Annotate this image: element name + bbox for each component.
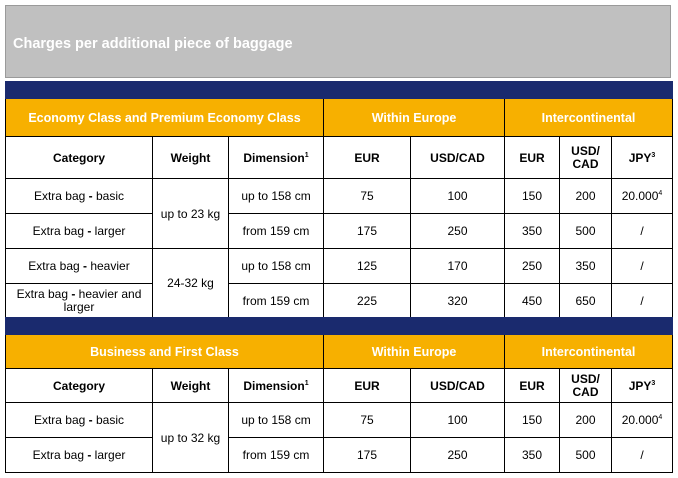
ic-usd-cell: 650 <box>560 284 612 318</box>
weight-cell: up to 32 kg <box>153 403 229 473</box>
table-row <box>6 438 673 473</box>
col-header-dimension: Dimension$^1$ <box>229 369 324 403</box>
col-header-eur: EUR <box>324 137 411 179</box>
dimension-cell: from 159 cm <box>229 284 324 318</box>
eu-usd-cell: 100 <box>411 403 505 438</box>
weight-cell: up to 23 kg <box>153 179 229 249</box>
category-cell: Extra bag - heavier <box>6 249 153 284</box>
table-row <box>6 403 673 438</box>
page-title: Charges per additional piece of baggage <box>13 36 293 52</box>
category-cell: Extra bag - heavier and larger <box>6 284 153 318</box>
economy-fees-table <box>5 81 673 318</box>
eu-usd-cell: 320 <box>411 284 505 318</box>
region-header-europe: Within Europe <box>324 335 505 369</box>
col-header-eur: EUR <box>324 369 411 403</box>
eu-eur-cell: 175 <box>324 438 411 473</box>
col-header-usd-cad: USD/ CAD <box>560 369 612 403</box>
category-cell: Extra bag - larger <box>6 438 153 473</box>
table-row <box>6 179 673 214</box>
dimension-cell: up to 158 cm <box>229 179 324 214</box>
business-fees-table <box>5 317 673 473</box>
table-row <box>6 284 673 318</box>
ic-usd-cell: 500 <box>560 438 612 473</box>
eu-usd-cell: 250 <box>411 214 505 249</box>
region-header-europe: Within Europe <box>324 99 505 137</box>
ic-eur-cell: 250 <box>505 249 560 284</box>
col-header-dimension: Dimension$^1$ <box>229 137 324 179</box>
region-header-intercontinental: Intercontinental <box>505 99 673 137</box>
jpy-cell: / <box>612 438 673 473</box>
ic-eur-cell: 150 <box>505 179 560 214</box>
dimension-cell: up to 158 cm <box>229 403 324 438</box>
col-header-jpy: JPY$^3$ <box>612 137 673 179</box>
class-header-business: Business and First Class <box>6 335 324 369</box>
class-header-economy: Economy Class and Premium Economy Class <box>6 99 324 137</box>
eu-usd-cell: 170 <box>411 249 505 284</box>
weight-cell: 24-32 kg <box>153 249 229 318</box>
ic-eur-cell: 450 <box>505 284 560 318</box>
col-header-eur: EUR <box>505 369 560 403</box>
category-cell: Extra bag - basic <box>6 403 153 438</box>
col-header-weight: Weight <box>153 369 229 403</box>
eu-eur-cell: 125 <box>324 249 411 284</box>
ic-eur-cell: 350 <box>505 214 560 249</box>
eu-eur-cell: 175 <box>324 214 411 249</box>
ic-eur-cell: 350 <box>505 438 560 473</box>
table-row <box>6 214 673 249</box>
jpy-cell: 20.000$^4$ <box>612 179 673 214</box>
col-header-usd-cad: USD/CAD <box>411 137 505 179</box>
table-row <box>6 249 673 284</box>
col-header-eur: EUR <box>505 137 560 179</box>
dimension-cell: from 159 cm <box>229 438 324 473</box>
ic-eur-cell: 150 <box>505 403 560 438</box>
title-bar <box>5 5 671 78</box>
col-header-usd-cad: USD/CAD <box>411 369 505 403</box>
jpy-cell: / <box>612 214 673 249</box>
ic-usd-cell: 200 <box>560 403 612 438</box>
navy-divider <box>6 82 673 99</box>
ic-usd-cell: 500 <box>560 214 612 249</box>
eu-eur-cell: 75 <box>324 403 411 438</box>
eu-usd-cell: 250 <box>411 438 505 473</box>
dimension-cell: up to 158 cm <box>229 249 324 284</box>
col-header-category: Category <box>6 369 153 403</box>
category-cell: Extra bag - larger <box>6 214 153 249</box>
jpy-cell: 20.000$^4$ <box>612 403 673 438</box>
category-cell: Extra bag - basic <box>6 179 153 214</box>
eu-eur-cell: 225 <box>324 284 411 318</box>
navy-divider <box>6 318 673 335</box>
col-header-weight: Weight <box>153 137 229 179</box>
eu-eur-cell: 75 <box>324 179 411 214</box>
jpy-cell: / <box>612 249 673 284</box>
ic-usd-cell: 350 <box>560 249 612 284</box>
eu-usd-cell: 100 <box>411 179 505 214</box>
dimension-cell: from 159 cm <box>229 214 324 249</box>
ic-usd-cell: 200 <box>560 179 612 214</box>
col-header-jpy: JPY$^3$ <box>612 369 673 403</box>
col-header-usd-cad: USD/ CAD <box>560 137 612 179</box>
jpy-cell: / <box>612 284 673 318</box>
region-header-intercontinental: Intercontinental <box>505 335 673 369</box>
col-header-category: Category <box>6 137 153 179</box>
